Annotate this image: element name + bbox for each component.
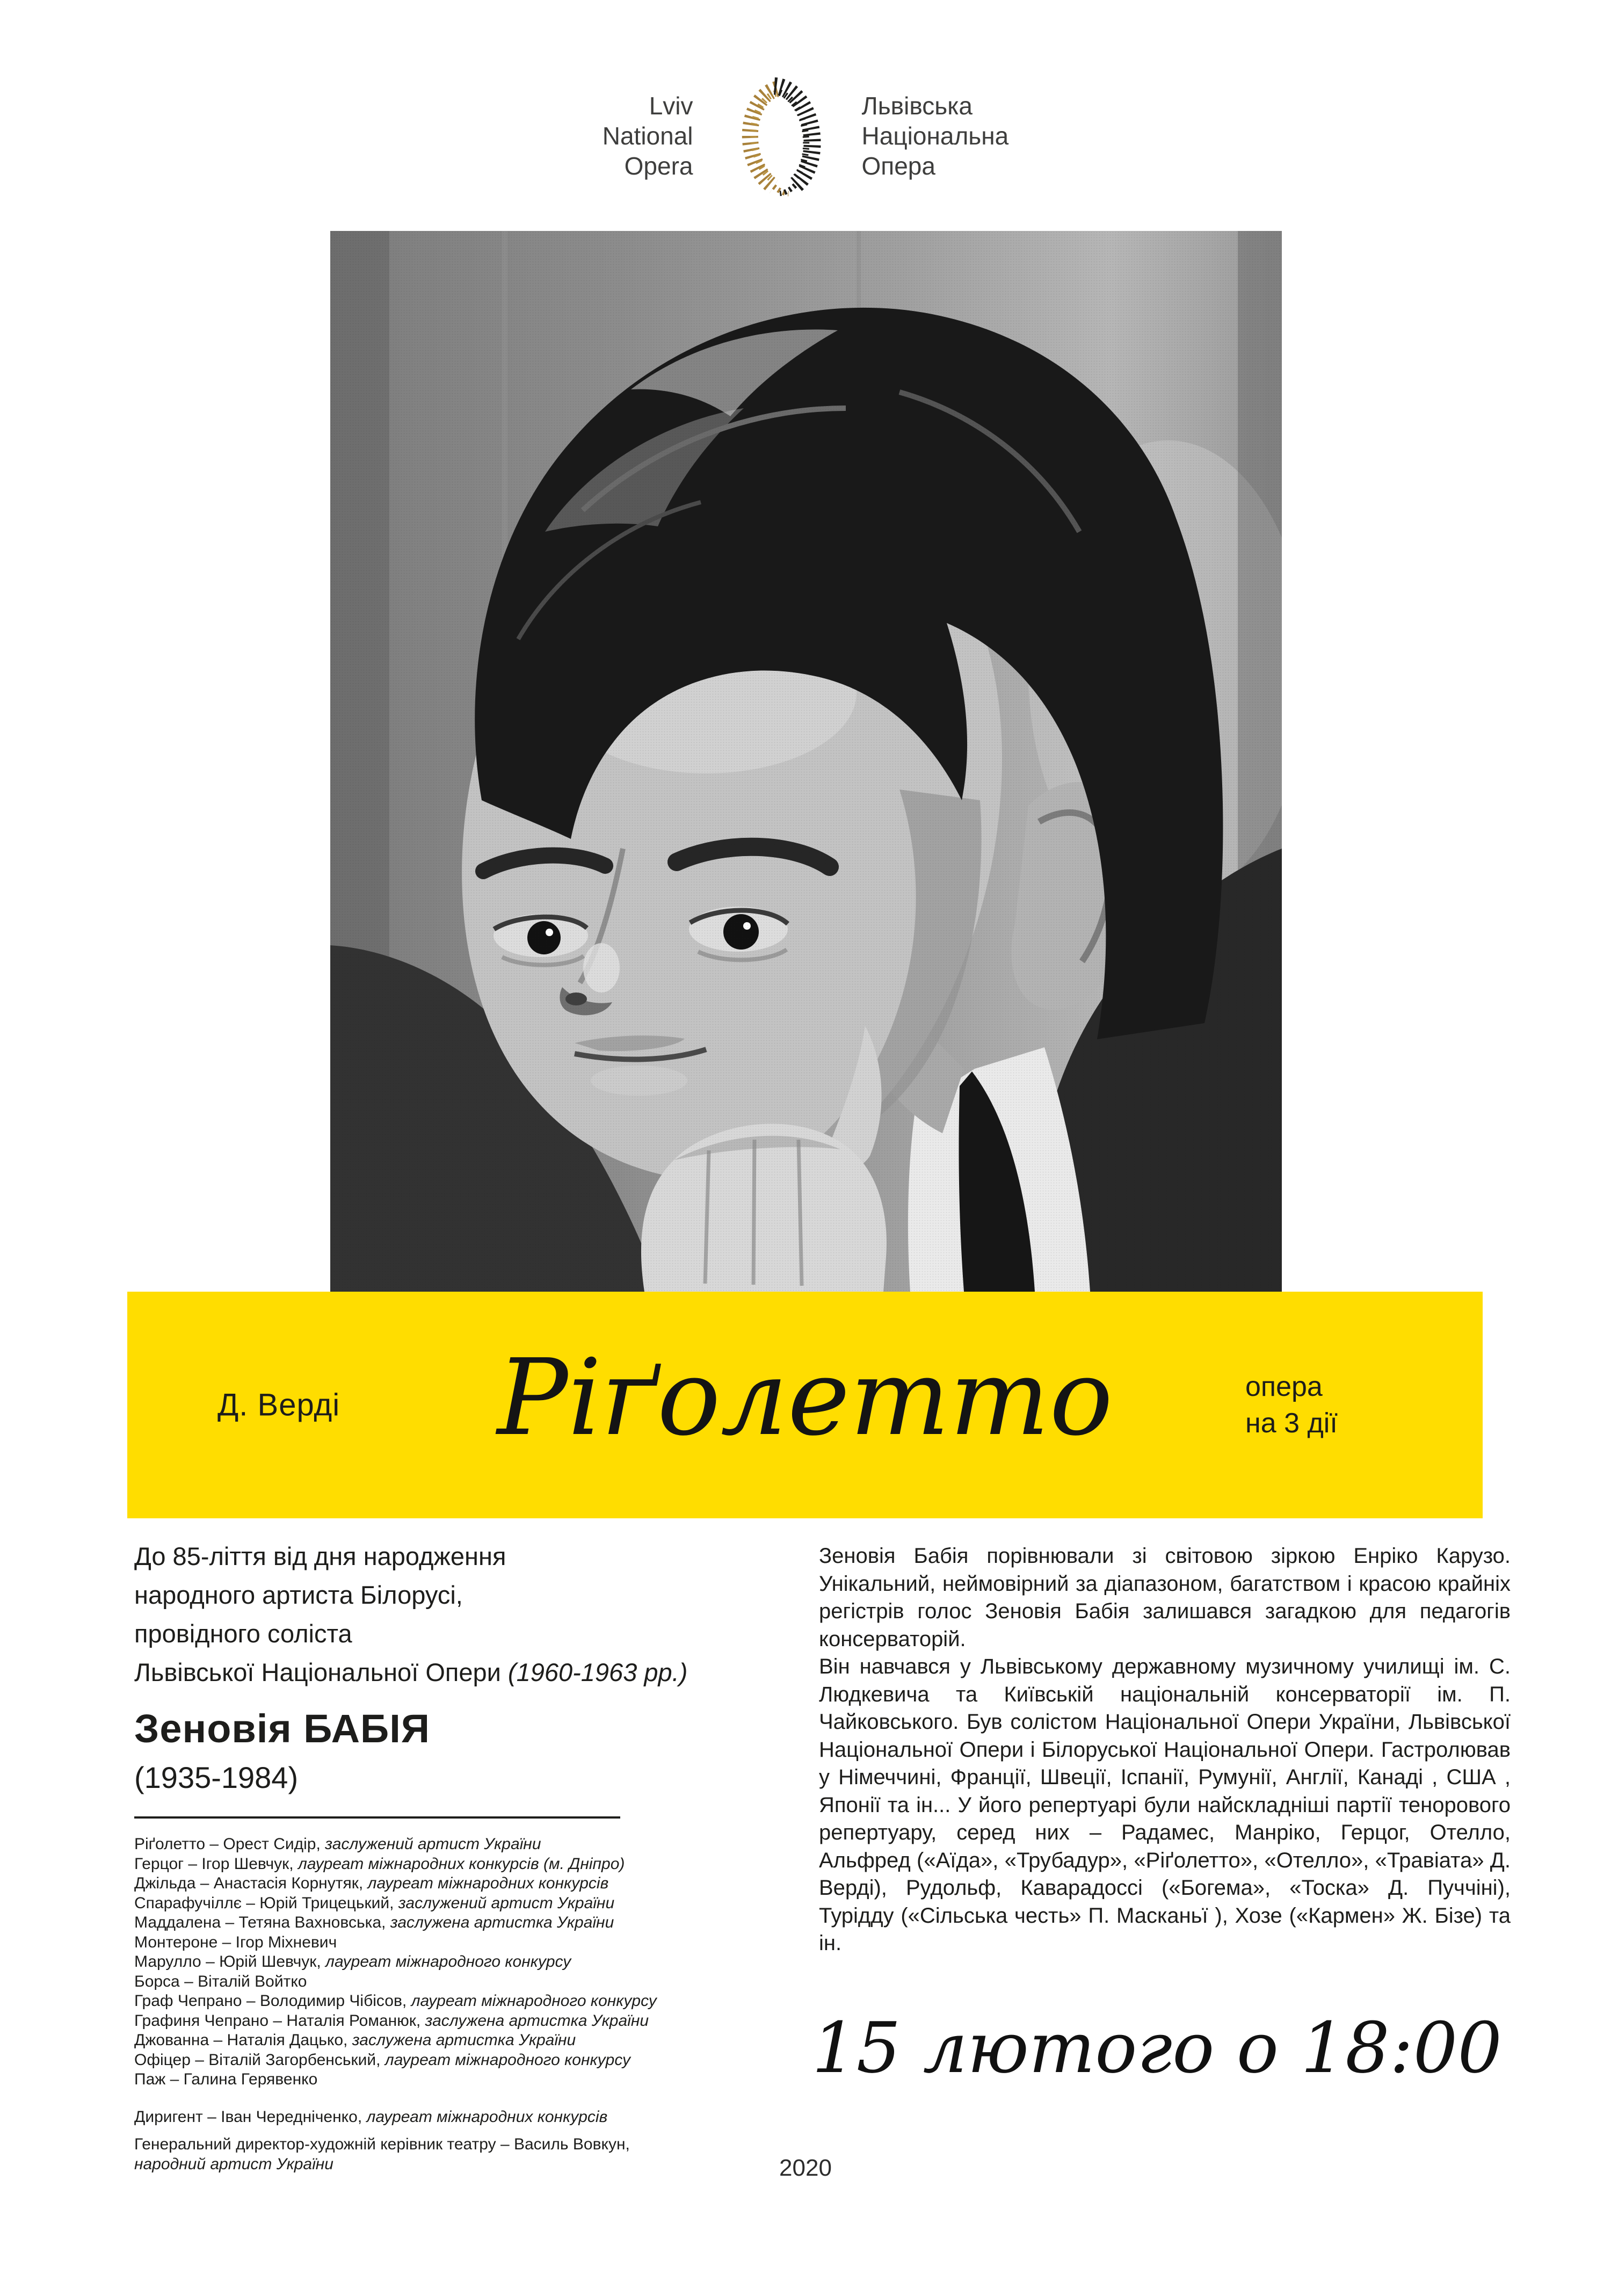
- opera-title: Ріґолетто: [497, 1337, 1113, 1460]
- bio-paragraph-1: Зеновія Бабія порівнювали зі світовою зіркою Енріко Карузо. Унікальний, неймовірний за діапазоном, багатством і красою крайніх регістрів голос Зеновія Бабія залишався загадкою для педагогів консерваторій.: [819, 1544, 1511, 1651]
- intro-years-range: (1960-1963 рр.): [507, 1658, 688, 1686]
- intro-line4: Львівської Національної Опери (1960-1963 рр.): [134, 1658, 688, 1686]
- cast-list: [134, 1835, 806, 2090]
- anniversary-intro: [134, 1537, 806, 1692]
- cast-row: Граф Чепрано – Володимир Чібісов, лауреат міжнародного конкурсу: [134, 1992, 657, 2010]
- intro-line1: До 85-ліття від дня народження: [134, 1542, 506, 1570]
- intro-line2: народного артиста Білорусі,: [134, 1581, 463, 1609]
- lviv-opera-logo: [0, 75, 1611, 197]
- intro-line3: провідного соліста: [134, 1619, 352, 1648]
- cast-row: Джільда – Анастасія Корнутяк, лауреат міжнародних конкурсів: [134, 1874, 609, 1892]
- cast-row: Графиня Чепрано – Наталія Романюк, заслужена артистка України: [134, 2011, 649, 2030]
- performance-datetime: 15 лютого о 18:00: [812, 2007, 1503, 2089]
- logo-en-line2: National: [602, 122, 693, 150]
- portrait-photo: [330, 231, 1282, 1292]
- cast-row: Борса – Віталій Войтко: [134, 1972, 307, 1990]
- cast-row: Офіцер – Віталій Загорбенський, лауреат міжнародного конкурсу: [134, 2051, 630, 2069]
- opera-subtitle-line2: на 3 дії: [1245, 1408, 1338, 1439]
- cast-row: Герцог – Ігор Шевчук, лауреат міжнародних конкурсів (м. Дніпро): [134, 1855, 625, 1873]
- composer-name: Д. Верді: [217, 1387, 340, 1423]
- logo-ua-line2: Національна: [861, 122, 1009, 150]
- laurel-wreath-icon: [717, 75, 838, 197]
- cast-row: Марулло – Юрій Шевчук, лауреат міжнародного конкурсу: [134, 1953, 571, 1971]
- cast-row: Спарафучіллє – Юрій Трицецький, заслужений артист України: [134, 1894, 615, 1912]
- honoree-life-years: (1935-1984): [134, 1761, 299, 1794]
- logo-ua-line3: Опера: [861, 152, 935, 180]
- portrait-photo-artwork: [330, 231, 1282, 1292]
- biography-text: [819, 1542, 1511, 1958]
- bio-paragraph-2: Він навчався у Львівському державному музичному училищі ім. С. Людкевича та Київській національній консерваторії ім. П. Чайковського. Був солістом Національної Опери України, Львівської Національної Опери і Білоруської Національної Опери. Гастролював у Німеччині, Франції, Швеції, Іспанії, Румунії, Англії, Канаді , США , Японії та ін... У його репертуарі були найскладніші партії тенорового репертуару, серед них – Радамес, Манріко, Герцог, Отелло, Альфред («Аїда», «Трубадур», «Ріґолетто», «Отелло», «Травіата» Д. Верді), Рудольф, Каварадоссі («Богема», «Тоска» Д. Пуччіні), Турідду («Сільська честь» П. Масканьї ), Хозе («Кармен» Ж. Бізе) та ін.: [819, 1655, 1511, 1955]
- footer-year: 2020: [779, 2155, 832, 2181]
- title-banner: [127, 1292, 1483, 1518]
- logo-text-english: [603, 91, 693, 181]
- opera-subtitle-line1: опера: [1245, 1371, 1323, 1402]
- cast-row: Ріґолетто – Орест Сидір, заслужений артист України: [134, 1835, 541, 1853]
- cast-row: Паж – Галина Герявенко: [134, 2070, 318, 2088]
- logo-ua-line1: Львівська: [861, 92, 973, 120]
- conductor-credit: Диригент – Іван Чередніченко, лауреат міжнародних конкурсів: [134, 2107, 608, 2126]
- logo-text-ukrainian: [862, 91, 1009, 181]
- cast-row: Маддалена – Тетяна Вахновська, заслужена артистка України: [134, 1914, 614, 1931]
- director-credit: Генеральний директор-художній керівник театру – Василь Вовкун, народний артист України: [134, 2135, 630, 2173]
- opera-subtitle: [1245, 1368, 1338, 1442]
- cast-row: Джованна – Наталія Дацько, заслужена артистка України: [134, 2031, 576, 2049]
- left-column: [134, 1537, 806, 2174]
- cast-row: Монтероне – Ігор Міхневич: [134, 1933, 337, 1951]
- logo-en-line1: Lviv: [649, 92, 693, 120]
- logo-en-line3: Opera: [624, 152, 693, 180]
- divider-line: [134, 1816, 620, 1819]
- honoree-name: Зеновія БАБІЯ: [134, 1706, 430, 1751]
